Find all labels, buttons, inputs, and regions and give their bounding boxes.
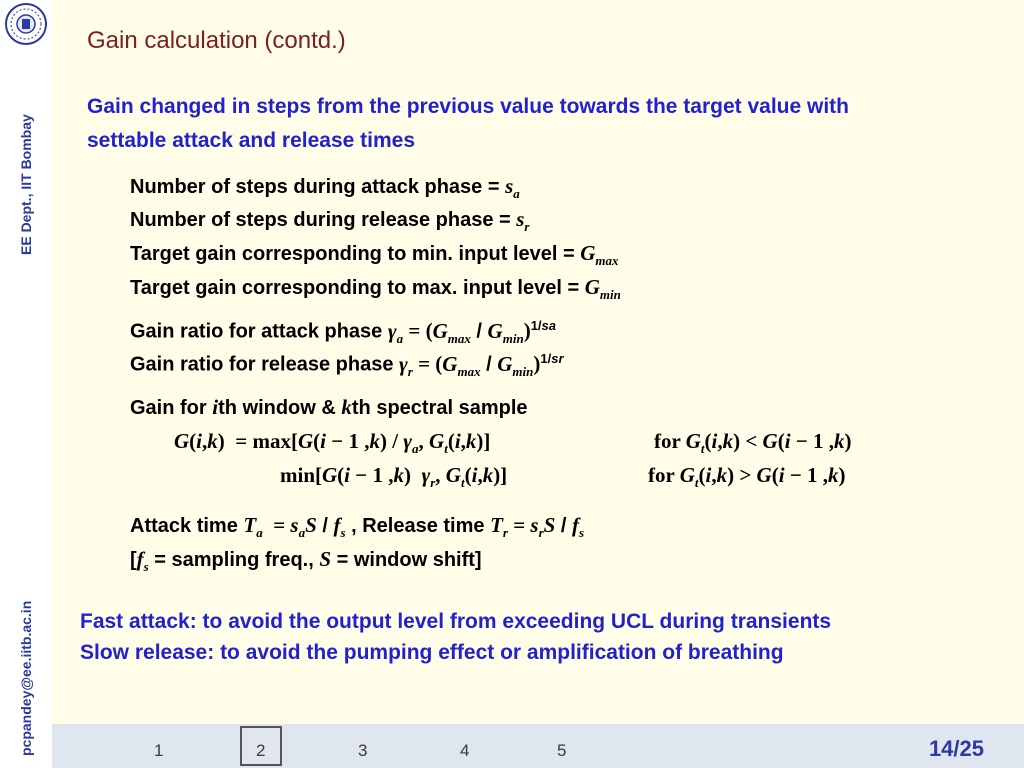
attack-steps-line: Number of steps during attack phase = $s_a$	[130, 174, 520, 202]
page-link-5[interactable]: 5	[557, 741, 567, 760]
s-definition: = window shift]	[331, 549, 482, 571]
gain-equation-attack: G(i,k) = max[G(i − 1 $,k) / \gamma_a$, $G_t(i,k)$]	[174, 429, 491, 457]
gain-condition-attack: for $G_t(i,k) < G(i - 1$ ,k)	[654, 429, 852, 457]
gain-for-label-1: Gain for	[130, 397, 213, 419]
slide-counter: 14/25	[928, 736, 984, 761]
gamma-release-label: Gain ratio for release phase	[130, 353, 399, 376]
fs-definition: = sampling freq.,	[148, 549, 320, 571]
definitions-line: [$f_s$ = sampling freq., S = window shift]	[130, 547, 482, 575]
note-slow-release: Slow release: to avoid the pumping effect or amplification of breathing	[80, 641, 784, 664]
gamma-release-line: Gain ratio for release phase $\gamma_r = (G_{max} / G_{min})^{1/sr}$	[130, 351, 564, 379]
department-label: EE Dept., IIT Bombay	[18, 114, 34, 255]
gmax-label: Target gain corresponding to min. input level =	[130, 243, 581, 265]
page-link-2[interactable]: 2	[256, 741, 266, 760]
gamma-attack-line: Gain ratio for attack phase $\gamma_a = (G_{max} / G_{min})^{1/sa}$	[130, 318, 556, 346]
iit-bombay-logo	[4, 2, 48, 46]
sidebar	[0, 0, 52, 768]
attack-time-label: Attack time	[130, 515, 244, 537]
footer-bar	[52, 724, 1024, 768]
gmin-line: Target gain corresponding to max. input level = $G_{min}$	[130, 275, 621, 303]
release-steps-line: Number of steps during release phase = $s_r$	[130, 207, 530, 235]
gain-for-label-3: th spectral sample	[351, 397, 528, 419]
notes	[80, 606, 831, 668]
gain-for-label-2: th window &	[218, 397, 342, 419]
page-link-1[interactable]: 1	[154, 741, 164, 760]
slide-title: Gain calculation (contd.)	[87, 27, 346, 54]
intro-line-1: Gain changed in steps from the previous value towards the target value with	[87, 95, 849, 118]
gmin-label: Target gain corresponding to max. input level =	[130, 277, 585, 299]
release-time-label: , Release time	[345, 515, 491, 537]
gmax-line: Target gain corresponding to min. input level = $G_{max}$	[130, 241, 619, 269]
gain-for-line: Gain for ith window & kth spectral sample	[130, 395, 528, 419]
attack-release-time-line: Attack time $T_a = s_aS / f_s$ , Release time $T_r = s_rS / f_s$	[130, 513, 585, 541]
gain-equation-release: min[G(i − 1 ,k) $\gamma_r$, $G_t(i,k)$]	[280, 463, 508, 491]
page-link-4[interactable]: 4	[460, 741, 470, 760]
intro-line-2: settable attack and release times	[87, 129, 416, 152]
note-fast-attack: Fast attack: to avoid the output level from exceeding UCL during transients	[80, 610, 832, 633]
intro-text	[87, 90, 987, 158]
email-label[interactable]: pcpandey@ee.iitb.ac.in	[18, 600, 34, 756]
release-steps-label: Number of steps during release phase =	[130, 209, 517, 231]
gamma-attack-label: Gain ratio for attack phase	[130, 320, 388, 343]
attack-steps-label: Number of steps during attack phase =	[130, 176, 506, 198]
gain-condition-release: for $G_t(i,k) > G(i - 1$ ,k)	[648, 463, 846, 491]
page-link-3[interactable]: 3	[358, 741, 368, 760]
